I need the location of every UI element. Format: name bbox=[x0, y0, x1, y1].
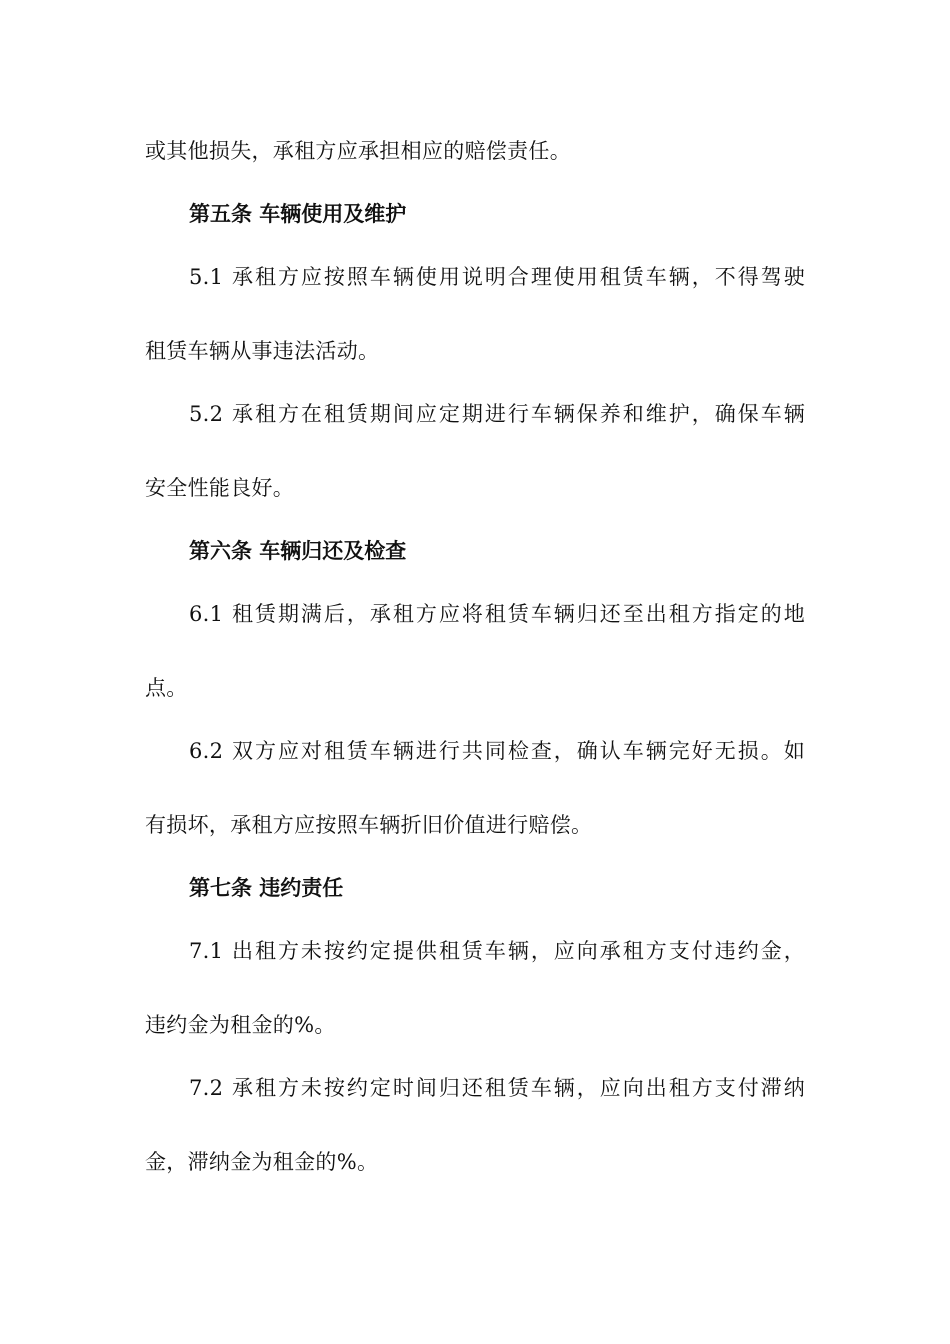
section-heading-5: 第五条 车辆使用及维护 bbox=[189, 202, 407, 226]
clause-5-2-line-2: 安全性能良好。 bbox=[145, 476, 295, 500]
clause-5-2-line-1: 5.2 承租方在租赁期间应定期进行车辆保养和维护，确保车辆 bbox=[189, 402, 805, 426]
clause-7-2-line-1: 7.2 承租方未按约定时间归还租赁车辆，应向出租方支付滞纳 bbox=[189, 1076, 805, 1100]
clause-6-2-line-1: 6.2 双方应对租赁车辆进行共同检查，确认车辆完好无损。如 bbox=[189, 739, 805, 763]
clause-6-1-line-1: 6.1 租赁期满后，承租方应将租赁车辆归还至出租方指定的地 bbox=[189, 602, 805, 626]
clause-7-1-line-2: 违约金为租金的%。 bbox=[145, 1013, 336, 1037]
clause-5-1-line-2: 租赁车辆从事违法活动。 bbox=[145, 339, 380, 363]
section-heading-7: 第七条 违约责任 bbox=[189, 876, 344, 900]
paragraph-line: 或其他损失，承租方应承担相应的赔偿责任。 bbox=[145, 139, 571, 163]
clause-6-2-line-2: 有损坏，承租方应按照车辆折旧价值进行赔偿。 bbox=[145, 813, 593, 837]
section-heading-6: 第六条 车辆归还及检查 bbox=[189, 539, 407, 563]
clause-7-1-line-1: 7.1 出租方未按约定提供租赁车辆，应向承租方支付违约金， bbox=[189, 939, 805, 963]
clause-5-1-line-1: 5.1 承租方应按照车辆使用说明合理使用租赁车辆，不得驾驶 bbox=[189, 265, 805, 289]
clause-7-2-line-2: 金，滞纳金为租金的%。 bbox=[145, 1150, 379, 1174]
clause-6-1-line-2: 点。 bbox=[145, 676, 188, 700]
